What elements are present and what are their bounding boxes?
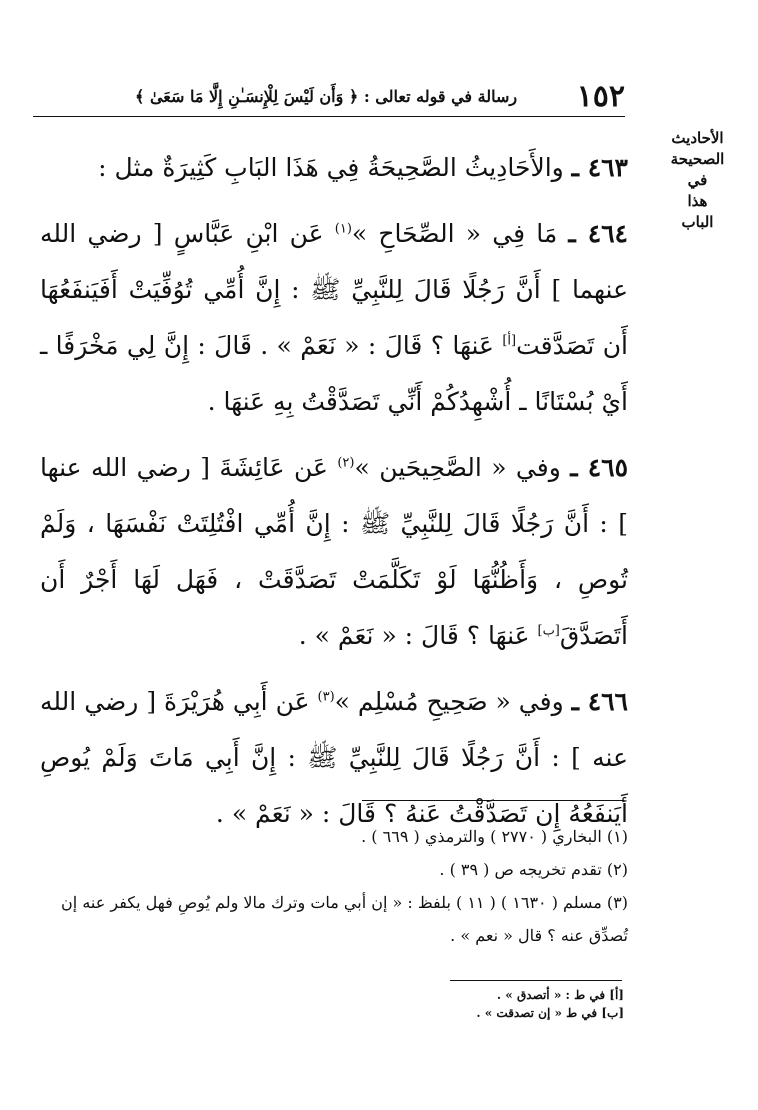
footnotes xyxy=(35,820,628,952)
page-number: ١٥٢ xyxy=(576,78,625,114)
margin-note-line: الصحيحة xyxy=(670,150,725,168)
margin-note-line: في xyxy=(687,171,708,189)
paragraph-464 xyxy=(40,206,628,430)
paragraph-text: عَن ابْنِ عَبَّاسٍ [ رضي الله عنهما ] أَنَّ رَجُلًا قَالَ لِلنَّبِيِّ ﷺ : إِنَّ أُمِّي تُوُفِّيَتْ أَفَيَنفَعُهَا أَن تَصَدَّقت xyxy=(40,219,628,360)
margin-note-line: هذا xyxy=(687,192,708,210)
margin-note xyxy=(645,128,750,233)
margin-note-line: الأحاديث xyxy=(671,129,724,147)
margin-note-line: الباب xyxy=(681,213,714,231)
editor-note: [ب] في ط « إن تصدقت » . xyxy=(476,1006,624,1020)
editor-note: [أ] في ط : « أتصدق » . xyxy=(496,988,624,1002)
footnote-ref: (٣) xyxy=(317,689,335,705)
paragraph-text: وفي « الصَّحِيحَين » xyxy=(354,453,571,482)
footnote: (٢) تقدم تخريجه ص ( ٣٩ ) . xyxy=(439,860,628,879)
paragraph-465 xyxy=(40,440,628,664)
paragraph-number: ٤٦٥ ـ xyxy=(570,453,629,482)
paragraph-text: والأَحَادِيثُ الصَّحِيحَةُ فِي هَذَا البَابِ كَثِيرَةٌ مثل : xyxy=(98,153,572,182)
header-rule xyxy=(33,116,625,117)
footnote: (١) البخاري ( ٢٧٧٠ ) والترمذي ( ٦٦٩ ) . xyxy=(361,827,628,846)
editor-notes-rule xyxy=(450,980,622,981)
paragraph-text: عَن أَبِي هُرَيْرَةَ [ رضي الله عنه ] : أَنَّ رَجُلًا قَالَ لِلنَّبِيِّ ﷺ : إِنَّ أَبِي مَاتَ وَلَمْ يُوصِ أَيَنفَعُهُ إِن تَصَدَّقْتُ عَنهُ ؟ قَالَ : « نَعَمْ » . xyxy=(40,687,628,828)
paragraph-text: عَنهَا ؟ قَالَ : « نَعَمْ » . قَالَ : إِنَّ لِي مَخْرَفًا ـ أَيْ بُسْتَانًا ـ أُشْهِدُكُمْ أَنِّي تَصَدَّقْتُ بِهِ عَنهَا . xyxy=(40,331,628,416)
editor-notes xyxy=(300,986,624,1022)
paragraph-number: ٤٦٤ ـ xyxy=(568,219,628,248)
paragraph-number: ٤٦٦ ـ xyxy=(571,687,628,716)
paragraph-text: عَن عَائِشَةَ [ رضي الله عنها ] : أَنَّ رَجُلًا قَالَ لِلنَّبِيِّ ﷺ : إِنَّ أُمِّي افْتُلِتَتْ نَفْسَهَا ، وَلَمْ تُوصِ ، وَأَظُنُّهَا لَوْ تَكَلَّمَتْ تَصَدَّقَتْ ، فَهَل لَهَا أَجْرٌ أَن أَتَصَدَّقَ xyxy=(40,453,628,650)
footnote: (٣) مسلم ( ١٦٣٠ ) ( ١١ ) بلفظ : « إن أبي مات وترك مالا ولم يُوصِ فهل يكفر عنه إن تُصدِّق عنه ؟ قال « نعم » . xyxy=(61,893,628,945)
paragraph-text: عَنهَا ؟ قَالَ : « نَعَمْ » . xyxy=(298,621,538,650)
page-header xyxy=(135,78,625,114)
footnote-ref: (١) xyxy=(334,221,352,237)
paragraph-466 xyxy=(40,674,628,842)
paragraph-number: ٤٦٣ ـ xyxy=(571,153,628,182)
footnote-ref: (٢) xyxy=(337,455,355,471)
running-title: رسالة في قوله تعالى : ﴿ وَأَن لَيْسَ لِلْإِنسَـٰنِ إِلَّا مَا سَعَىٰ ﴾ xyxy=(135,86,518,106)
main-text xyxy=(40,140,628,852)
paragraph-text: وفي « صَحِيحِ مُسْلِم » xyxy=(334,687,572,716)
editor-note-ref: [أ] xyxy=(502,333,517,349)
editor-note-ref: [ب] xyxy=(537,623,560,639)
paragraph-463 xyxy=(40,140,628,196)
paragraph-text: مَا فِي « الصِّحَاحِ » xyxy=(351,219,569,248)
footnote-rule xyxy=(362,800,624,801)
